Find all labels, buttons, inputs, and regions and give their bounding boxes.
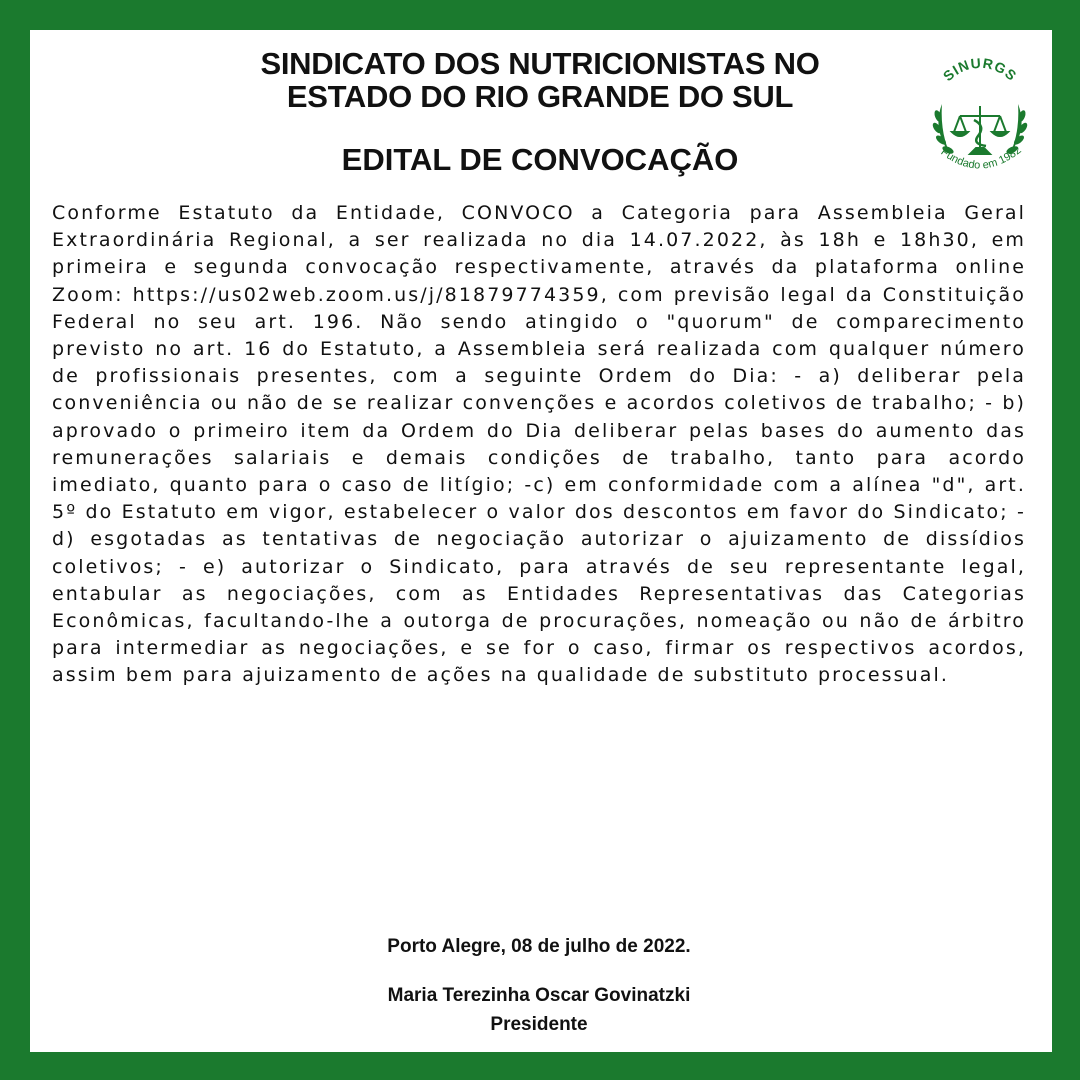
- union-title-line1: SINDICATO DOS NUTRICIONISTAS NO: [260, 46, 820, 81]
- notice-heading: EDITAL DE CONVOCAÇÃO: [341, 142, 739, 177]
- union-title: [200, 47, 880, 113]
- union-title-line2: ESTADO DO RIO GRANDE DO SUL: [286, 79, 794, 114]
- place-and-date: Porto Alegre, 08 de julho de 2022.: [387, 936, 691, 957]
- signatory-role: Presidente: [490, 1014, 588, 1035]
- sinurgs-logo: [920, 44, 1040, 184]
- convocation-paragraph: Conforme Estatuto da Entidade, CONVOCO a Categoria para Assembleia Geral Extraordinária Regional, a ser realizada no dia 14.07.2022, às 18h e 18h30, em primeira e segunda convocação respectivamente, através da plataforma online Zoom: https://us02web.zoom.us/j/81879774359, com previsão legal da Constituição Federal no seu art. 196. Não sendo atingido o "quorum" de comparecimento previsto no art. 16 do Estatuto, a Assembleia será realizada com qualquer número de profissionais presentes, com a seguinte Ordem do Dia: - a) deliberar pela conveniência ou não de se realizar convenções e acordos coletivos de trabalho; - b) aprovado o primeiro item da Ordem do Dia deliberar pelas bases do aumento das remunerações salariais e demais condições de trabalho, tanto para acordo imediato, quanto para o caso de litígio; -c) em conformidade com a alínea "d", art. 5º do Estatuto em vigor, estabelecer o valor dos descontos em favor do Sindicato; -d) esgotadas as tentativas de negociação autorizar o ajuizamento de dissídios coletivos; - e) autorizar o Sindicato, para através de seu representante legal, entabular as negociações, com as Entidades Representativas das Categorias Econômicas, facultando-lhe a outorga de procurações, nomeação ou não de árbitro para intermediar as negociações, e se for o caso, firmar os respectivos acordos, assim bem para ajuizamento de ações na qualidade de substituto processual.: [52, 202, 1026, 687]
- signatory-name: Maria Terezinha Oscar Govinatzki: [387, 985, 691, 1006]
- scales-icon: [952, 106, 1008, 154]
- logo-founded-text: Fundado em 1982: [938, 144, 1024, 172]
- notice-card: [30, 30, 1052, 1052]
- logo-name-text: SINURGS: [939, 54, 1021, 85]
